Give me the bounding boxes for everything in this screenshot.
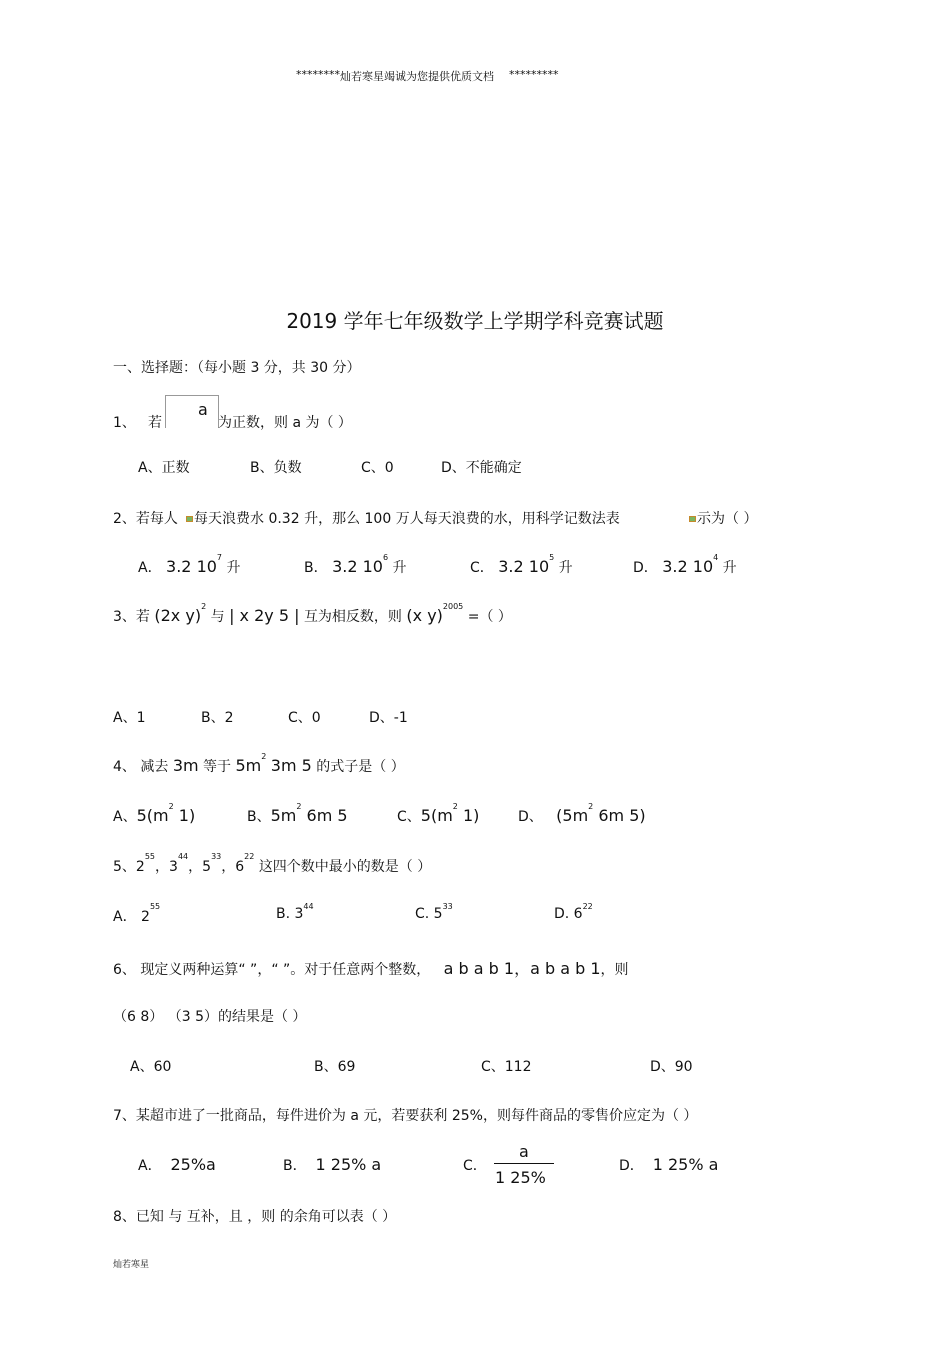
q7-option-a xyxy=(138,1155,216,1175)
q3-option-c: C、0 xyxy=(288,710,321,726)
q8-line: 8、已知 与 互补，且 ，则 的余角可以表（ ） xyxy=(113,1209,397,1225)
header-text: 灿若寒星竭诚为您提供优质文档 xyxy=(340,70,494,83)
q5-c-exp: 33 xyxy=(442,902,453,911)
q4-b-exp: 2 xyxy=(296,802,302,811)
q4-option-a xyxy=(113,802,196,826)
q2-a-exp: 7 xyxy=(216,553,223,562)
q5-a-exp: 55 xyxy=(149,902,161,911)
q1-post: 为正数，则 a 为（ ） xyxy=(218,415,352,431)
q6-option-a: A、60 xyxy=(130,1059,172,1075)
q4-option-b xyxy=(247,802,348,826)
q3-expr2: | x 2y 5 | xyxy=(229,606,300,625)
q5-item: 6 xyxy=(235,859,245,875)
q3-text-c: 互为相反数，则 xyxy=(303,609,402,625)
q4-option-c xyxy=(397,802,480,826)
q4-expr2: 5m xyxy=(235,756,262,775)
q7-option-d xyxy=(619,1155,718,1175)
q7-d-expr: 1 25% a xyxy=(652,1155,719,1174)
q5-sep: ， xyxy=(155,859,170,875)
q6-option-d: D、90 xyxy=(650,1059,693,1075)
q2-c-label: C． xyxy=(470,560,494,576)
q4-c-label: C、 xyxy=(397,809,421,825)
q1-pre: 若 xyxy=(148,415,162,431)
q2-c-base: 3.2 10 xyxy=(498,557,550,576)
q7-d-label: D． xyxy=(619,1158,644,1174)
q1-option-d: D、不能确定 xyxy=(441,460,522,476)
q4-expr3: 3m 5 xyxy=(270,756,312,775)
q6-line2: （6 8） （3 5）的结果是（ ） xyxy=(113,1009,307,1025)
embedded-mark-icon xyxy=(689,516,696,522)
section-heading: 一、选择题：（每小题 3 分，共 30 分） xyxy=(113,360,361,376)
q4-exp2: 2 xyxy=(261,752,267,761)
q2-option-c xyxy=(470,553,573,577)
q5-sep: ， xyxy=(188,859,203,875)
q2-a-label: A． xyxy=(138,560,162,576)
q7-c-denominator: 1 25% xyxy=(495,1168,546,1187)
q7-c-label: C． xyxy=(463,1158,487,1174)
q4-line xyxy=(113,752,405,776)
q3-text-a: 3、若 xyxy=(113,609,150,625)
q3-expr3: (x y) xyxy=(406,606,443,625)
q5-line xyxy=(113,852,432,876)
q3-text-b: 与 xyxy=(210,609,225,625)
q3-exp1: 2 xyxy=(201,602,207,611)
q4-a-rest: 1) xyxy=(173,806,196,825)
q3-exp3: 2005 xyxy=(442,602,464,611)
q5-c-label: C. 5 xyxy=(415,906,443,922)
q1-box-var: a xyxy=(198,400,208,419)
q5-item-exp: 44 xyxy=(177,852,189,861)
q3-text-d: =（ ） xyxy=(467,609,512,625)
q4-b-label: B、 xyxy=(247,809,271,825)
q3-option-b: B、2 xyxy=(201,710,234,726)
q5-option-a xyxy=(113,902,161,926)
q4-c-rest: 1) xyxy=(457,806,480,825)
q5-a-label: A． 2 xyxy=(113,909,150,925)
q4-d-expr: (5m xyxy=(556,806,589,825)
page-title: 2019 学年七年级数学上学期学科竞赛试题 xyxy=(286,309,664,333)
q4-a-label: A、 xyxy=(113,809,137,825)
q4-text-c: 的式子是（ ） xyxy=(316,759,405,775)
q3-expr1: (2x y) xyxy=(154,606,202,625)
q7-option-b xyxy=(283,1155,381,1175)
q2-d-unit: 升 xyxy=(718,560,737,576)
q6-option-c: C、112 xyxy=(481,1059,532,1075)
q7-a-expr: 25%a xyxy=(170,1155,216,1174)
q5-option-d xyxy=(554,902,593,922)
q2-b-base: 3.2 10 xyxy=(332,557,383,576)
q5-sep: ， xyxy=(221,859,236,875)
q4-option-d xyxy=(518,802,646,826)
q5-d-exp: 22 xyxy=(582,902,593,911)
q7-b-expr: 1 25% a xyxy=(315,1155,382,1174)
q5-item-exp: 33 xyxy=(211,852,222,861)
q6-tail: ，则 xyxy=(600,962,629,978)
q4-d-exp: 2 xyxy=(588,802,594,811)
q5-option-c xyxy=(415,902,453,922)
q5-d-label: D. 6 xyxy=(554,906,583,922)
q4-b-expr: 5m xyxy=(270,806,297,825)
fraction-bar xyxy=(494,1163,554,1164)
q1-abs-box xyxy=(165,395,219,428)
q5-number: 5、 xyxy=(113,859,136,875)
footer-text: 灿若寒星 xyxy=(113,1260,150,1270)
q3-option-d: D、-1 xyxy=(369,710,408,726)
q5-b-exp: 44 xyxy=(303,902,314,911)
q2-a-unit: 升 xyxy=(222,560,241,576)
q2-d-base: 3.2 10 xyxy=(662,557,714,576)
q2-b-label: B． xyxy=(304,560,328,576)
q2-part3: 示为（ ） xyxy=(697,511,758,527)
q4-text-a: 4、 减去 xyxy=(113,759,169,775)
q4-text-b: 等于 xyxy=(203,759,232,775)
q5-b-label: B. 3 xyxy=(276,906,304,922)
q5-item-exp: 22 xyxy=(244,852,255,861)
q6-text: 6、 现定义两种运算“ ”，“ ”。对于任意两个整数， xyxy=(113,962,431,978)
q2-b-exp: 6 xyxy=(382,553,389,562)
q3-line xyxy=(113,602,512,626)
q4-c-exp: 2 xyxy=(452,802,458,811)
q4-a-expr: 5(m xyxy=(136,806,169,825)
q3-option-a: A、1 xyxy=(113,710,146,726)
q1-option-b: B、负数 xyxy=(250,460,302,476)
header-stars-left: ******** xyxy=(296,68,340,81)
q1-option-a: A、正数 xyxy=(138,460,190,476)
q2-option-d xyxy=(633,553,737,577)
q4-d-rest: 6m 5) xyxy=(593,806,646,825)
q2-part1: 2、若每人 xyxy=(113,511,178,527)
q2-b-unit: 升 xyxy=(388,560,407,576)
q7-a-label: A． xyxy=(138,1158,162,1174)
q2-c-exp: 5 xyxy=(549,553,555,562)
q2-c-unit: 升 xyxy=(554,560,573,576)
q5-item: 2 xyxy=(135,859,145,875)
q7-b-label: B． xyxy=(283,1158,307,1174)
q4-expr1: 3m xyxy=(172,756,199,775)
q5-option-b xyxy=(276,902,314,922)
q2-a-base: 3.2 10 xyxy=(166,557,217,576)
q2-option-a xyxy=(138,553,241,577)
q4-c-expr: 5(m xyxy=(420,806,453,825)
q5-item: 3 xyxy=(169,859,178,875)
q4-d-label: D、 xyxy=(518,809,543,825)
q5-item-exp: 55 xyxy=(144,852,156,861)
q4-a-exp: 2 xyxy=(168,802,174,811)
q6-option-b: B、69 xyxy=(314,1059,356,1075)
q7-line: 7、某超市进了一批商品，每件进价为 a 元，若要获利 25%，则每件商品的零售价应定为（ ） xyxy=(113,1108,698,1124)
q2-d-label: D． xyxy=(633,560,658,576)
header-stars-right: ********* xyxy=(509,68,559,81)
q7-c-numerator: a xyxy=(519,1142,529,1161)
q5-tail: 这四个数中最小的数是（ ） xyxy=(258,859,432,875)
q2-option-b xyxy=(304,553,407,577)
q6-line1 xyxy=(113,956,629,979)
q2-d-exp: 4 xyxy=(713,553,719,562)
q2-part2: 每天浪费水 0.32 升，那么 100 万人每天浪费的水，用科学记数法表 xyxy=(194,511,620,527)
q4-b-rest: 6m 5 xyxy=(301,806,348,825)
q6-expr: a b a b 1，a b a b 1 xyxy=(443,959,601,978)
q1-number: 1、 xyxy=(113,415,136,431)
q1-option-c: C、0 xyxy=(361,460,394,476)
embedded-mark-icon xyxy=(186,516,193,522)
q5-item: 5 xyxy=(202,859,212,875)
